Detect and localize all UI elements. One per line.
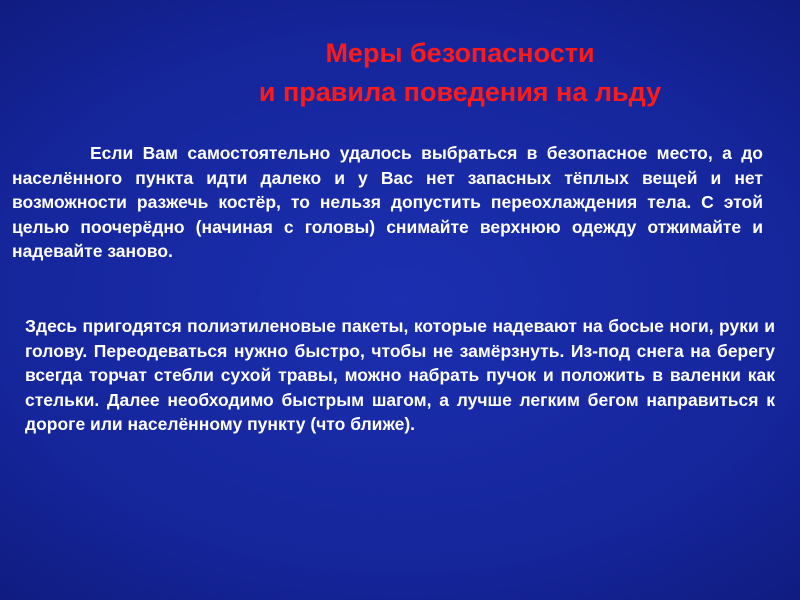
paragraph-2: Здесь пригодятся полиэтиленовые пакеты, которые надевают на босые ноги, руки и голову. Переодеваться нужно быстро, чтобы не замёрзнуть. Из-под снега на берегу всегда торчат стебли сухой травы, можно набрать пучок и положить в валенки как стельки. Далее необходимо быстрым шагом, а лучше легким бегом направиться к дороге или населённому пункту (что ближе). — [25, 316, 775, 434]
slide-title-line-1: Меры безопасности — [325, 38, 595, 68]
slide-title-line-2: и правила поведения на льду — [258, 77, 662, 107]
paragraph-1: Если Вам самостоятельно удалось выбраться в безопасное место, а до населённого пункта идти далеко и у Вас нет запасных тёплых вещей и нет возможности разжечь костёр, то нельзя допустить переохлаждения тела. С этой целью поочерёдно (начиная с головы) снимайте верхнюю одежду отжимайте и надевайте заново. — [12, 143, 763, 261]
slide-title — [150, 34, 770, 112]
